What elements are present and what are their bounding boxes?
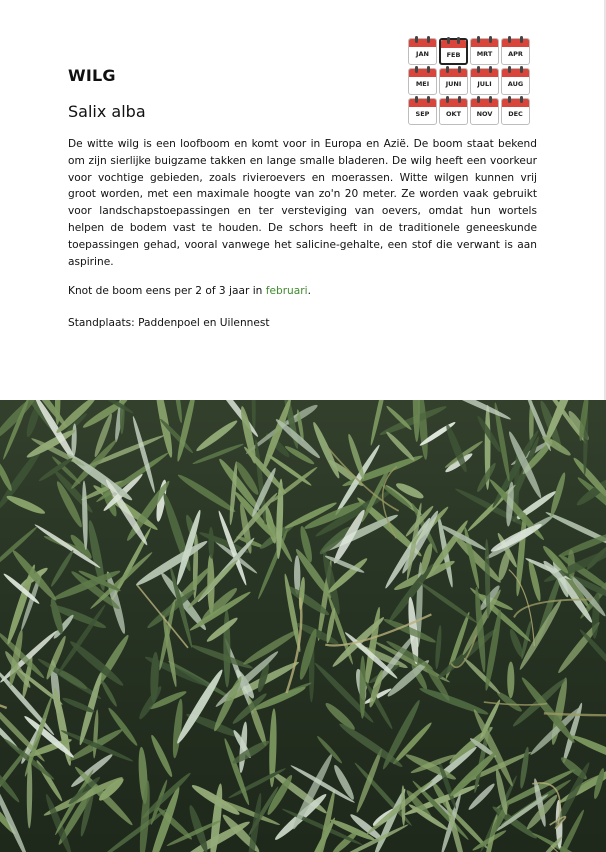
calendar-month-nov: NOV — [470, 98, 499, 125]
calendar-month-mei: MEI — [408, 68, 437, 95]
calendar-month-jan: JAN — [408, 38, 437, 65]
location-text: Standplaats: Paddenpoel en Uilennest — [68, 317, 270, 329]
pruning-suffix: . — [307, 285, 311, 297]
calendar-month-aug: AUG — [501, 68, 530, 95]
pruning-instruction — [68, 285, 311, 297]
pruning-month: februari — [265, 285, 308, 297]
calendar-month-apr: APR — [501, 38, 530, 65]
willow-leaves-photo — [0, 400, 606, 852]
month-calendar — [408, 38, 532, 125]
calendar-month-sep: SEP — [408, 98, 437, 125]
page-title: WILG — [68, 66, 116, 85]
pruning-prefix: Knot de boom eens per 2 of 3 jaar in — [68, 285, 266, 297]
calendar-month-juli: JULI — [470, 68, 499, 95]
calendar-month-okt: OKT — [439, 98, 468, 125]
latin-name: Salix alba — [68, 102, 146, 121]
calendar-month-mrt: MRT — [470, 38, 499, 65]
calendar-month-juni: JUNI — [439, 68, 468, 95]
calendar-month-dec: DEC — [501, 98, 530, 125]
calendar-month-feb: FEB — [439, 38, 468, 65]
description-paragraph: De witte wilg is een loofboom en komt voor in Europa en Azië. De boom staat bekend om zijn sierlijke buigzame takken en lange smalle bladeren. De wilg heeft een voorkeur voor vochtige gebieden, zoals rivieroevers en moerassen. Witte wilgen kunnen vrij groot worden, met een maximale hoogte van zo'n 20 meter. Ze worden vaak gebruikt voor landschapstoepassingen en ter versteviging van oevers, omdat hun wortels helpen de bodem vast te houden. De schors heeft in de traditionele geneeskunde toepassingen gehad, vooral vanwege het salicine-gehalte, een stof die verwant is aan aspirine. — [68, 138, 537, 268]
